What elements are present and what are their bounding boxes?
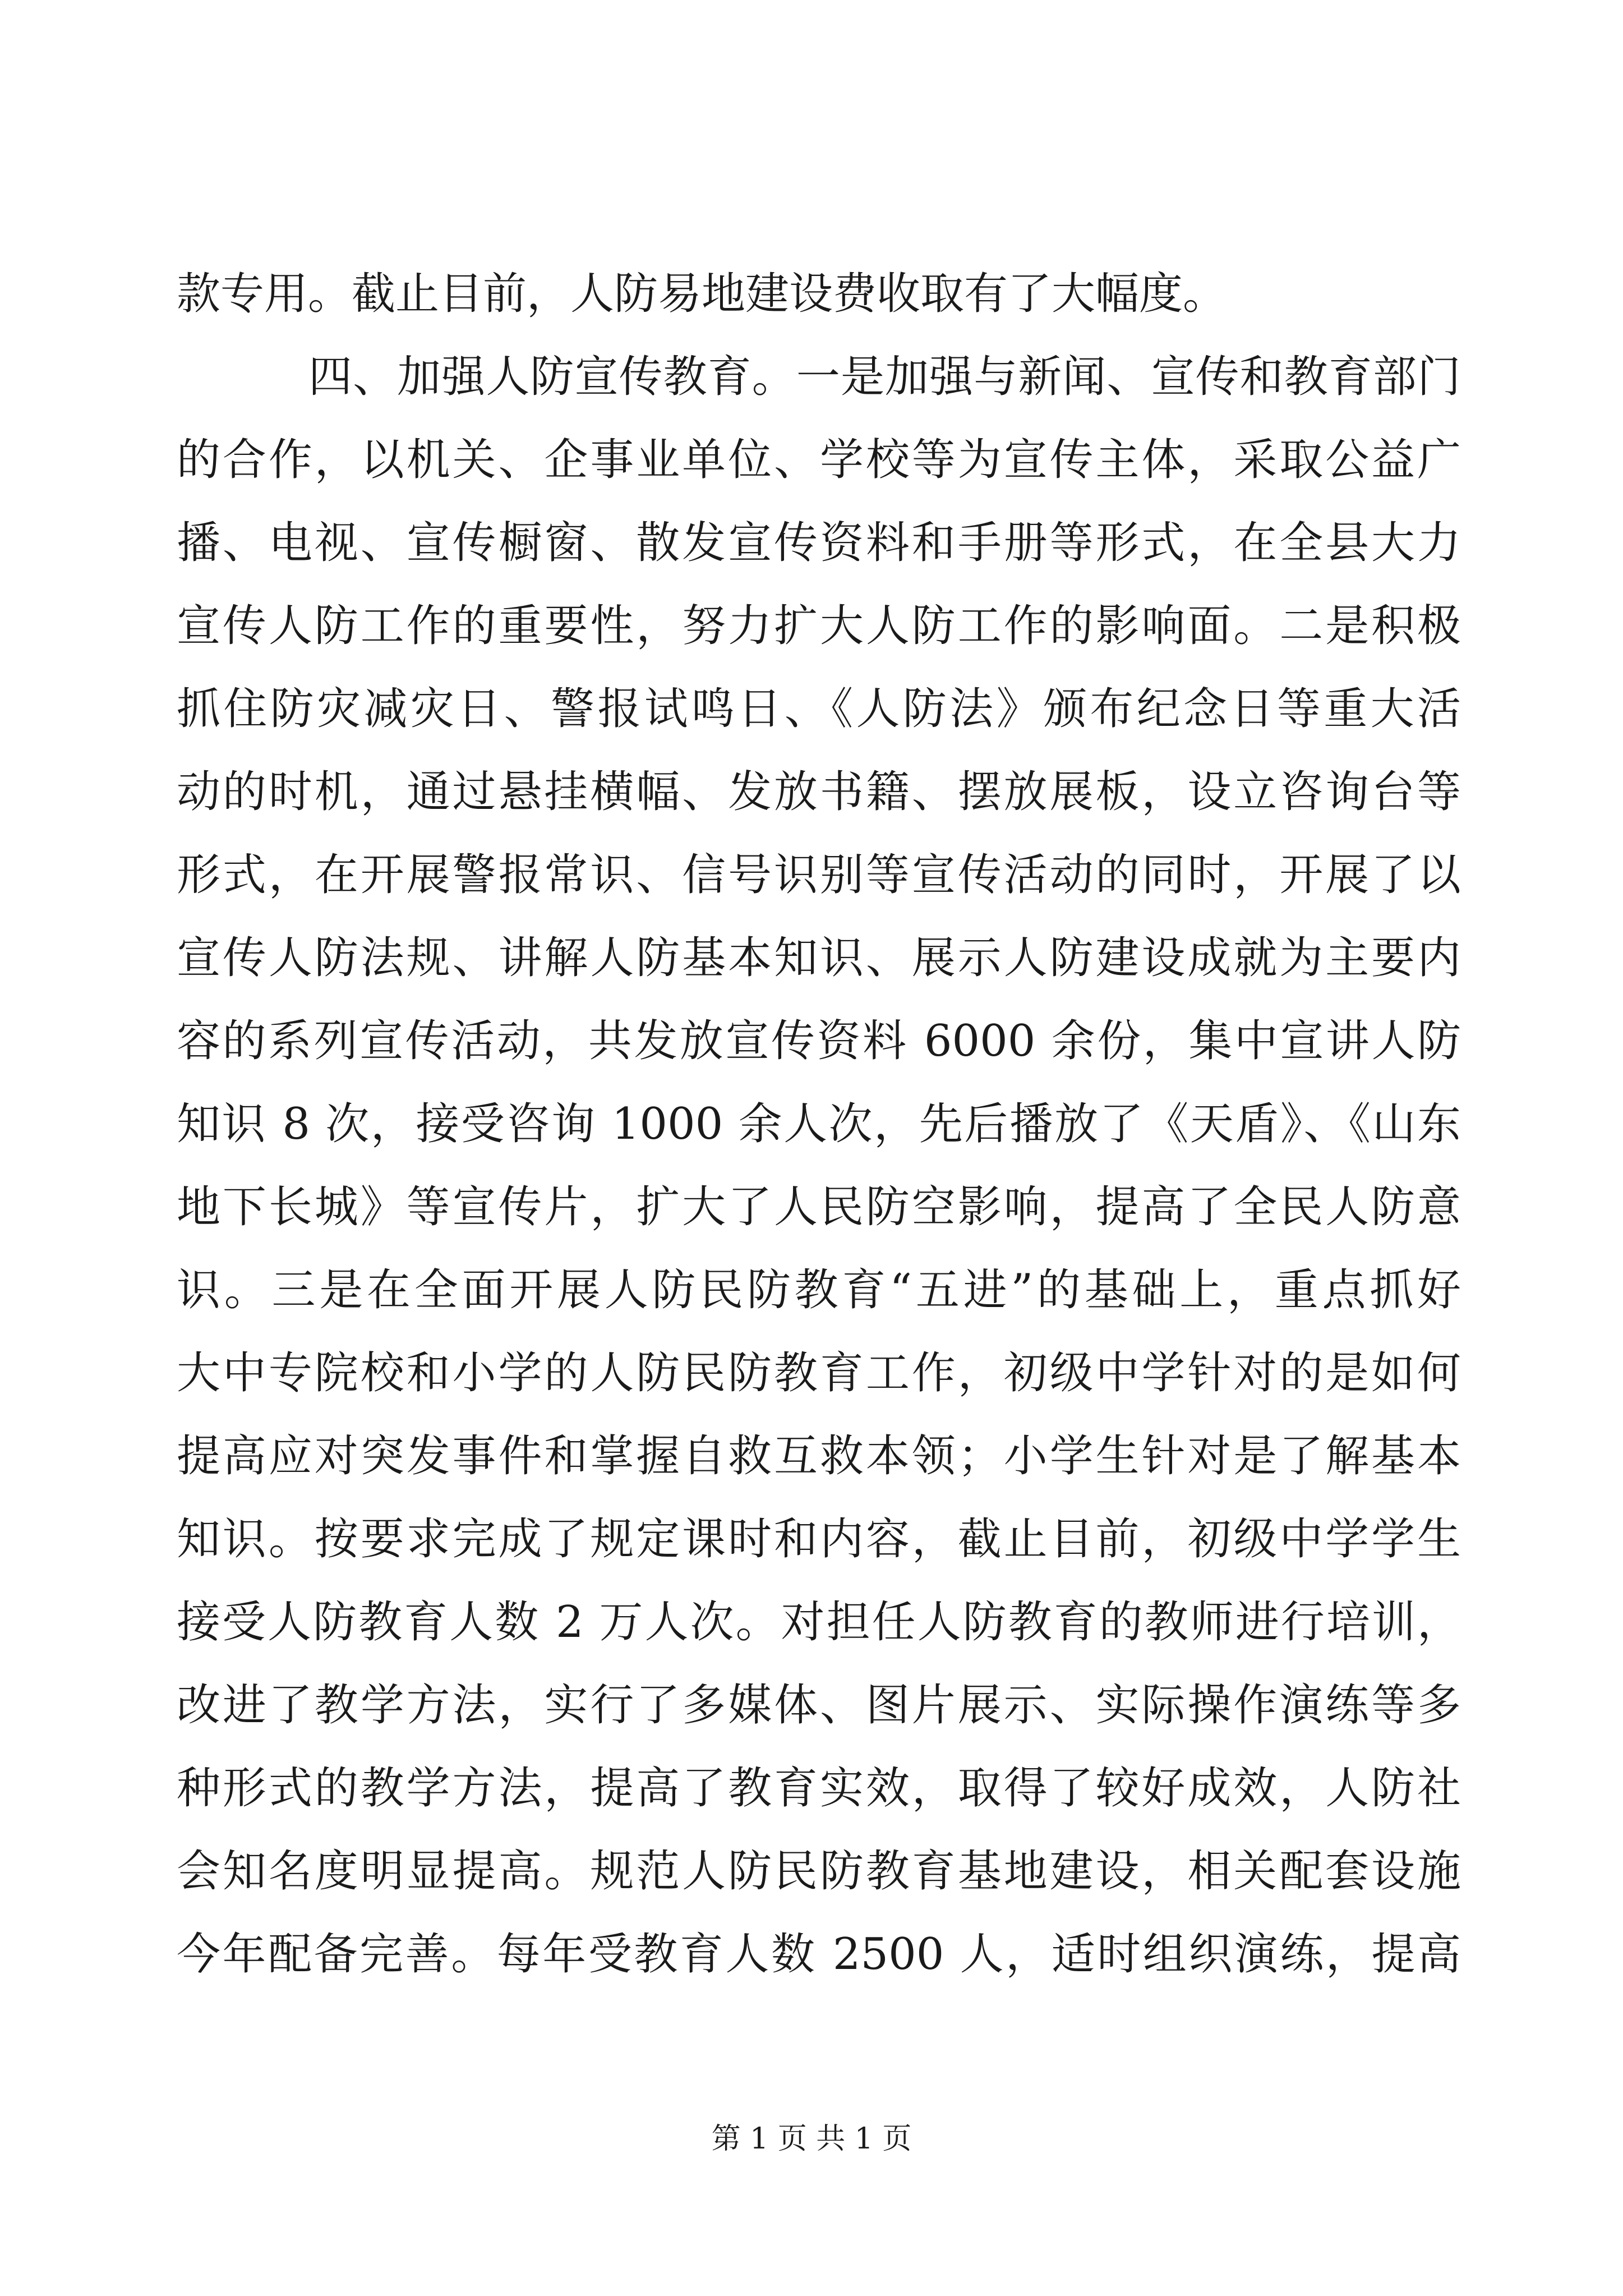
document-body <box>177 252 1461 1996</box>
text-line: 款专用。截止目前，人防易地建设费收取有了大幅度。 <box>177 269 1227 319</box>
text-line: 会知名度明显提高。规范人防民防教育基地建设，相关配套设施 <box>177 1846 1461 1897</box>
text-line: 识。三是在全面开展人防民防教育“五进”的基础上，重点抓好 <box>177 1265 1461 1315</box>
text-line: 地下长城》等宣传片，扩大了人民防空影响，提高了全民人防意 <box>177 1182 1461 1232</box>
text-line: 大中专院校和小学的人防民防教育工作，初级中学针对的是如何 <box>177 1348 1461 1398</box>
text-line: 改进了教学方法，实行了多媒体、图片展示、实际操作演练等多 <box>177 1680 1461 1731</box>
text-line: 知识。按要求完成了规定课时和内容，截止目前，初级中学学生 <box>177 1514 1461 1565</box>
text-line: 提高应对突发事件和掌握自救互救本领；小学生针对是了解基本 <box>177 1431 1461 1481</box>
text-line: 形式，在开展警报常识、信号识别等宣传活动的同时，开展了以 <box>177 850 1461 900</box>
page-number-footer: 第 1 页 共 1 页 <box>711 2122 912 2156</box>
paragraph-first-line: 四、加强人防宣传教育。一是加强与新闻、宣传和教育部门 <box>308 352 1461 402</box>
text-line: 接受人防教育人数 2 万人次。对担任人防教育的教师进行培训， <box>177 1597 1461 1648</box>
text-line: 种形式的教学方法，提高了教育实效，取得了较好成效，人防社 <box>177 1763 1461 1814</box>
text-line: 宣传人防工作的重要性，努力扩大人防工作的影响面。二是积极 <box>177 601 1461 651</box>
text-line: 动的时机，通过悬挂横幅、发放书籍、摆放展板，设立咨询台等 <box>177 767 1461 817</box>
text-line: 宣传人防法规、讲解人防基本知识、展示人防建设成就为主要内 <box>177 933 1461 983</box>
text-line: 容的系列宣传活动，共发放宣传资料 6000 余份，集中宣讲人防 <box>177 1016 1461 1066</box>
text-line: 的合作，以机关、企事业单位、学校等为宣传主体，采取公益广 <box>177 435 1461 485</box>
text-line: 播、电视、宣传橱窗、散发宣传资料和手册等形式，在全县大力 <box>177 518 1461 568</box>
text-line: 抓住防灾减灾日、警报试鸣日、《人防法》颁布纪念日等重大活 <box>177 684 1461 734</box>
text-line: 今年配备完善。每年受教育人数 2500 人，适时组织演练，提高 <box>177 1929 1461 1980</box>
text-line: 知识 8 次，接受咨询 1000 余人次，先后播放了《天盾》、《山东 <box>177 1099 1461 1149</box>
